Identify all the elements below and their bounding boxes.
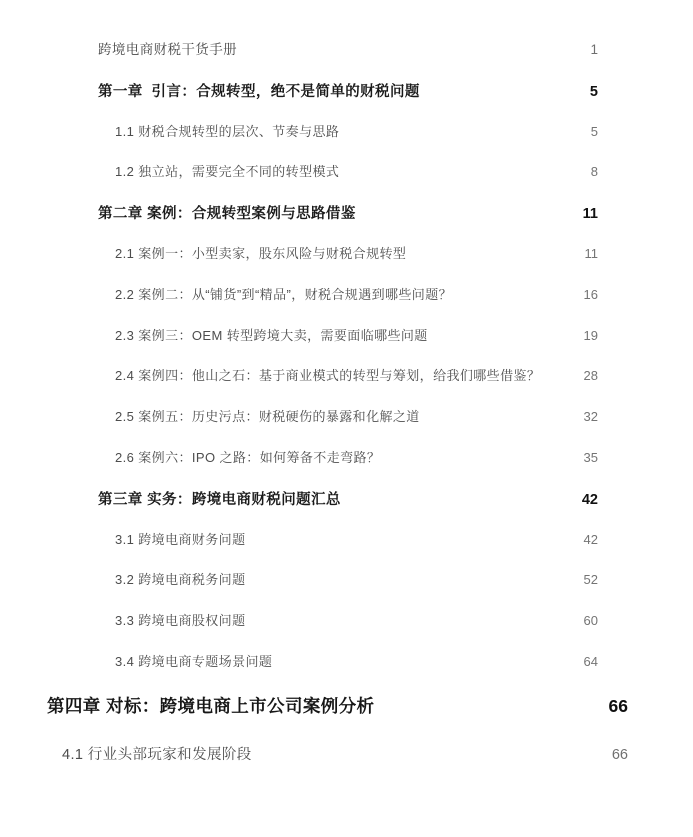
toc-entry-label: 2.5 案例五：历史污点：财税硬伤的暴露和化解之道 xyxy=(115,409,420,425)
toc-row-3-4 xyxy=(98,654,598,695)
toc-entry-page: 5 xyxy=(590,123,598,139)
toc-entry-label: 4.1 行业头部玩家和发展阶段 xyxy=(62,747,252,763)
toc-entry-page: 19 xyxy=(583,327,598,343)
toc-list xyxy=(98,42,598,695)
toc-entry-label: 3.4 跨境电商专题场景问题 xyxy=(115,653,273,669)
toc-row-3-3 xyxy=(98,613,598,654)
toc-row-chapter-3 xyxy=(98,491,598,532)
toc-entry-label: 第二章 案例：合规转型案例与思路借鉴 xyxy=(98,206,356,223)
toc-list-continued xyxy=(47,696,628,796)
toc-entry-page: 42 xyxy=(581,491,598,508)
toc-entry-label: 3.2 跨境电商税务问题 xyxy=(115,572,246,588)
toc-row-2-3 xyxy=(98,328,598,369)
toc-entry-label: 2.2 案例二：从“铺货”到“精品”，财税合规遇到哪些问题？ xyxy=(115,286,453,302)
toc-row-handbook-title xyxy=(98,42,598,83)
toc-entry-page: 60 xyxy=(583,613,598,629)
toc-entry-label: 第四章 对标：跨境电商上市公司案例分析 xyxy=(47,696,375,716)
toc-entry-page: 35 xyxy=(583,449,598,465)
toc-entry-page: 28 xyxy=(583,368,598,384)
toc-entry-page: 8 xyxy=(590,164,598,180)
toc-row-1-2 xyxy=(98,164,598,205)
toc-row-4-1 xyxy=(47,746,628,796)
toc-entry-label: 第三章 实务：跨境电商财税问题汇总 xyxy=(98,491,341,508)
toc-entry-label: 1.1 财税合规转型的层次、节奏与思路 xyxy=(115,123,340,139)
toc-entry-page: 64 xyxy=(583,653,598,669)
toc-entry-label: 1.2 独立站，需要完全不同的转型模式 xyxy=(115,164,340,180)
toc-entry-page: 32 xyxy=(583,409,598,425)
toc-row-chapter-1 xyxy=(98,83,598,124)
toc-entry-label: 3.1 跨境电商财务问题 xyxy=(115,531,246,547)
toc-entry-page: 5 xyxy=(589,83,598,100)
toc-entry-label: 2.6 案例六：IPO 之路：如何筹备不走弯路？ xyxy=(115,449,381,465)
toc-entry-page: 52 xyxy=(583,572,598,588)
toc-entry-label: 2.3 案例三：OEM 转型跨境大卖，需要面临哪些问题 xyxy=(115,327,428,343)
toc-entry-page: 11 xyxy=(584,245,598,261)
toc-row-3-2 xyxy=(98,572,598,613)
toc-row-chapter-2 xyxy=(98,205,598,246)
toc-row-2-5 xyxy=(98,409,598,450)
toc-row-3-1 xyxy=(98,532,598,573)
toc-entry-label: 跨境电商财税干货手册 xyxy=(98,42,237,57)
toc-entry-page: 1 xyxy=(590,42,598,57)
toc-row-2-4 xyxy=(98,368,598,409)
toc-entry-page: 11 xyxy=(582,206,598,223)
toc-entry-page: 42 xyxy=(583,531,598,547)
toc-entry-label: 2.4 案例四：他山之石：基于商业模式的转型与筹划，给我们哪些借鉴？ xyxy=(115,368,541,384)
toc-entry-page: 16 xyxy=(583,286,598,302)
toc-entry-label: 2.1 案例一：小型卖家，股东风险与财税合规转型 xyxy=(115,245,407,261)
toc-entry-page: 66 xyxy=(608,696,628,716)
toc-entry-label: 第一章 引言：合规转型，绝不是简单的财税问题 xyxy=(98,83,420,100)
toc-row-2-1 xyxy=(98,246,598,287)
toc-entry-page: 66 xyxy=(611,747,628,763)
toc-row-chapter-4 xyxy=(47,696,628,746)
toc-row-2-6 xyxy=(98,450,598,491)
toc-row-1-1 xyxy=(98,124,598,165)
toc-row-2-2 xyxy=(98,287,598,328)
toc-entry-label: 3.3 跨境电商股权问题 xyxy=(115,613,246,629)
